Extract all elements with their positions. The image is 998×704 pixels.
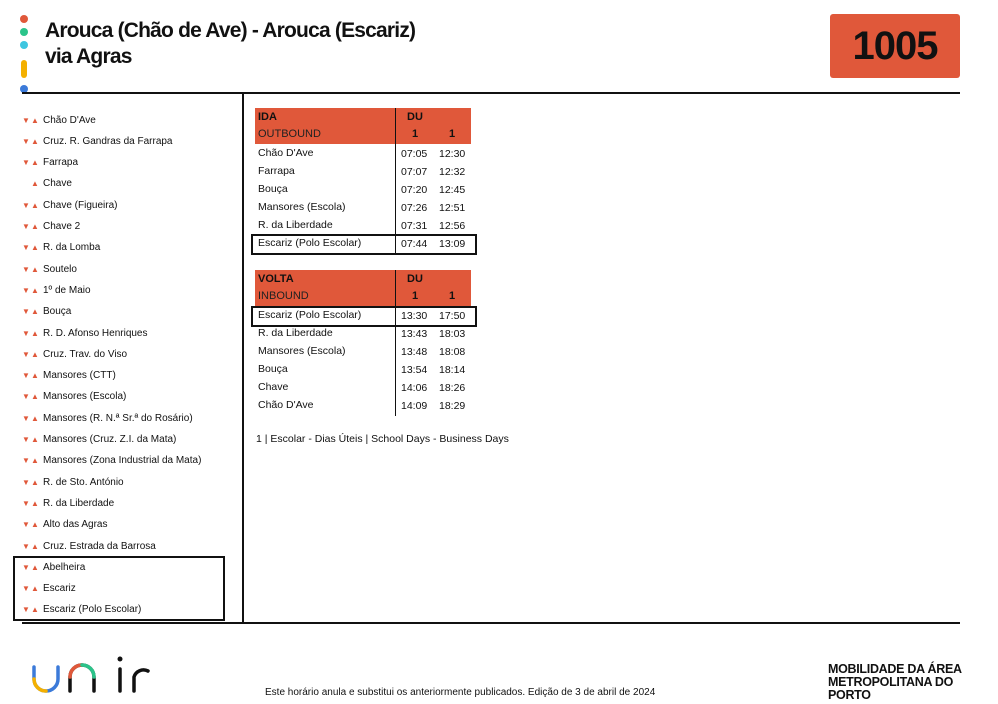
stop-item bbox=[22, 131, 173, 151]
down-arrow-icon: ▼ bbox=[22, 371, 30, 381]
top-divider bbox=[22, 92, 960, 94]
green-dot-icon bbox=[20, 28, 28, 36]
stop-name: R. da Lomba bbox=[43, 242, 101, 254]
stop-item bbox=[22, 323, 148, 343]
stop-name: Mansores (Escola) bbox=[43, 391, 127, 403]
down-arrow-icon: ▼ bbox=[22, 115, 30, 125]
header-separator bbox=[395, 270, 396, 306]
inbound-col1: 1 bbox=[412, 290, 419, 302]
stop-name: Chave bbox=[43, 178, 72, 190]
stop-name: Escariz (Polo Escolar) bbox=[43, 604, 142, 616]
time-cell: 18:03 bbox=[439, 328, 466, 340]
stop-name: Chave (Figueira) bbox=[43, 199, 118, 211]
outbound-header bbox=[255, 108, 471, 144]
time-cell: 07:26 bbox=[401, 202, 428, 214]
down-arrow-icon: ▼ bbox=[22, 222, 30, 231]
stop-item bbox=[22, 408, 193, 428]
orange-dot-icon bbox=[20, 15, 28, 23]
stop-name: Bouça bbox=[43, 306, 72, 318]
down-arrow-icon: ▼ bbox=[22, 328, 30, 338]
inbound-col2: 1 bbox=[449, 290, 456, 302]
stop-item bbox=[22, 238, 100, 258]
up-arrow-icon: ▲ bbox=[31, 584, 39, 594]
outbound-sublabel: OUTBOUND bbox=[258, 128, 321, 140]
up-arrow-icon: ▲ bbox=[31, 477, 39, 487]
up-arrow-icon: ▲ bbox=[31, 456, 39, 466]
column-divider bbox=[242, 93, 244, 624]
stop-cell: Bouça bbox=[258, 363, 288, 375]
time-cell: 07:05 bbox=[401, 148, 428, 160]
stop-cell: Escariz (Polo Escolar) bbox=[258, 237, 362, 249]
down-arrow-icon: ▼ bbox=[22, 158, 30, 168]
time-cell: 18:29 bbox=[439, 400, 466, 412]
time-cell: 18:14 bbox=[439, 364, 466, 376]
time-cell: 07:44 bbox=[401, 238, 428, 250]
down-arrow-icon: ▼ bbox=[22, 477, 30, 487]
down-arrow-icon: ▼ bbox=[22, 584, 30, 594]
highlight-box-outbound-destination bbox=[251, 234, 477, 255]
up-arrow-icon: ▲ bbox=[31, 136, 39, 146]
time-cell: 12:51 bbox=[439, 202, 466, 214]
stop-item bbox=[22, 387, 126, 407]
up-arrow-icon: ▲ bbox=[31, 222, 39, 231]
down-arrow-icon: ▼ bbox=[22, 200, 30, 210]
stop-cell: Chão D'Ave bbox=[258, 399, 314, 411]
time-cell: 13:43 bbox=[401, 328, 428, 340]
table-row bbox=[255, 325, 471, 343]
time-cell: 18:08 bbox=[439, 346, 466, 358]
time-cell: 13:30 bbox=[401, 310, 428, 322]
stop-name: R. de Sto. António bbox=[43, 476, 124, 488]
stop-name: Escariz bbox=[43, 583, 76, 595]
stop-name: Alto das Agras bbox=[43, 519, 108, 531]
stop-cell: Chave bbox=[258, 381, 289, 393]
up-arrow-icon: ▲ bbox=[31, 285, 39, 295]
stop-item bbox=[22, 430, 176, 450]
unir-logo bbox=[30, 647, 155, 700]
up-arrow-icon: ▲ bbox=[31, 392, 39, 402]
time-cell: 18:26 bbox=[439, 382, 466, 394]
stop-item bbox=[22, 110, 96, 130]
up-arrow-icon: ▲ bbox=[31, 498, 39, 508]
stop-item bbox=[22, 536, 156, 556]
stop-cell: R. da Liberdade bbox=[258, 219, 333, 231]
time-cell: 13:54 bbox=[401, 364, 428, 376]
up-arrow-icon: ▲ bbox=[31, 328, 39, 338]
down-arrow-icon: ▼ bbox=[22, 349, 30, 359]
route-number-badge: 1005 bbox=[830, 14, 960, 78]
stop-name: Cruz. R. Gandras da Farrapa bbox=[43, 135, 173, 147]
stop-name: Soutelo bbox=[43, 263, 77, 275]
up-arrow-icon: ▲ bbox=[31, 179, 39, 189]
stop-item bbox=[22, 472, 124, 492]
stop-cell: Chão D'Ave bbox=[258, 147, 314, 159]
down-arrow-icon: ▼ bbox=[22, 541, 30, 551]
header-separator bbox=[395, 108, 396, 144]
title-line-2: via Agras bbox=[45, 45, 132, 68]
down-arrow-icon: ▼ bbox=[22, 498, 30, 508]
stop-name: R. D. Afonso Henriques bbox=[43, 327, 148, 339]
up-arrow-icon: ▲ bbox=[31, 264, 39, 274]
up-arrow-icon: ▲ bbox=[31, 413, 39, 423]
cyan-dot-icon bbox=[20, 41, 28, 49]
time-cell: 13:48 bbox=[401, 346, 428, 358]
down-arrow-icon: ▼ bbox=[22, 285, 30, 295]
time-cell: 07:20 bbox=[401, 184, 428, 196]
stop-item bbox=[22, 174, 72, 194]
edition-notice: Este horário anula e substitui os anteriormente publicados. Edição de 3 de abril de 2024 bbox=[265, 687, 656, 698]
stop-cell: Mansores (Escola) bbox=[258, 345, 346, 357]
down-arrow-icon: ▼ bbox=[22, 136, 30, 146]
outbound-day-type: DU bbox=[407, 111, 423, 123]
outbound-col1: 1 bbox=[412, 128, 419, 140]
table-row bbox=[255, 145, 471, 163]
stop-item bbox=[22, 302, 71, 322]
stop-name: R. da Liberdade bbox=[43, 497, 115, 509]
time-cell: 12:32 bbox=[439, 166, 466, 178]
stop-name: Farrapa bbox=[43, 157, 79, 169]
stop-name: Mansores (CTT) bbox=[43, 370, 116, 382]
stop-name: Chave 2 bbox=[43, 221, 81, 232]
stop-name: Abelheira bbox=[43, 561, 86, 573]
down-arrow-icon: ▼ bbox=[22, 562, 30, 572]
table-row bbox=[255, 217, 471, 235]
title-line-1: Arouca (Chão de Ave) - Arouca (Escariz) bbox=[45, 19, 416, 42]
stop-name: Cruz. Estrada da Barrosa bbox=[43, 540, 156, 552]
stop-item bbox=[22, 259, 77, 279]
down-arrow-icon: ▼ bbox=[22, 435, 30, 444]
authority-line-2: METROPOLITANA DO PORTO bbox=[828, 675, 954, 702]
stop-item bbox=[22, 217, 80, 237]
stop-name: Mansores (Zona Industrial da Mata) bbox=[43, 455, 202, 467]
down-arrow-icon: ▼ bbox=[22, 413, 30, 423]
authority-line-1: MOBILIDADE DA ÁREA bbox=[828, 662, 962, 676]
stop-cell: R. da Liberdade bbox=[258, 327, 333, 339]
highlight-box-inbound-origin bbox=[251, 306, 477, 327]
outbound-col2: 1 bbox=[449, 128, 456, 140]
down-arrow-icon: ▼ bbox=[22, 307, 30, 317]
inbound-sublabel: INBOUND bbox=[258, 290, 309, 302]
table-row bbox=[255, 181, 471, 199]
up-arrow-icon: ▲ bbox=[31, 520, 39, 530]
time-cell: 07:31 bbox=[401, 220, 428, 232]
table-row bbox=[255, 199, 471, 217]
stop-item bbox=[22, 451, 201, 471]
down-arrow-icon: ▼ bbox=[22, 456, 30, 466]
time-cell: 12:45 bbox=[439, 184, 466, 196]
stop-item bbox=[22, 195, 117, 215]
down-arrow-icon: ▼ bbox=[22, 605, 30, 615]
authority-logo bbox=[828, 663, 998, 702]
bottom-divider bbox=[22, 622, 960, 624]
stop-name: Cruz. Trav. do Viso bbox=[43, 348, 128, 360]
time-cell: 14:09 bbox=[401, 400, 428, 412]
stop-cell: Escariz (Polo Escolar) bbox=[258, 309, 362, 321]
stop-item bbox=[22, 344, 127, 364]
table-row bbox=[255, 343, 471, 361]
table-row bbox=[255, 361, 471, 379]
time-cell: 12:56 bbox=[439, 220, 466, 232]
time-cell: 12:30 bbox=[439, 148, 466, 160]
outbound-label: IDA bbox=[258, 111, 277, 123]
up-arrow-icon: ▲ bbox=[31, 435, 39, 444]
time-cell: 14:06 bbox=[401, 382, 428, 394]
table-row bbox=[255, 397, 471, 415]
up-arrow-icon: ▲ bbox=[31, 371, 39, 381]
highlight-box-destination-stops bbox=[13, 556, 225, 621]
inbound-label: VOLTA bbox=[258, 273, 294, 285]
yellow-bar-icon bbox=[21, 60, 27, 78]
up-arrow-icon: ▲ bbox=[31, 349, 39, 359]
time-cell: 13:09 bbox=[439, 238, 466, 250]
stop-name: Chão D'Ave bbox=[43, 114, 96, 126]
up-arrow-icon: ▲ bbox=[31, 562, 39, 572]
footnote: 1 | Escolar - Dias Úteis | School Days - Business Days bbox=[256, 433, 509, 445]
page-title bbox=[45, 18, 415, 70]
up-arrow-icon: ▲ bbox=[31, 158, 39, 168]
stop-item bbox=[22, 153, 78, 173]
up-arrow-icon: ▲ bbox=[31, 307, 39, 317]
stop-item bbox=[22, 280, 91, 300]
down-arrow-icon: ▼ bbox=[22, 264, 30, 274]
stop-name: Mansores (R. N.ª Sr.ª do Rosário) bbox=[43, 412, 193, 424]
up-arrow-icon: ▲ bbox=[31, 605, 39, 615]
stop-name: Mansores (Cruz. Z.I. da Mata) bbox=[43, 434, 177, 445]
time-cell: 07:07 bbox=[401, 166, 428, 178]
up-arrow-icon: ▲ bbox=[31, 243, 39, 253]
up-arrow-icon: ▲ bbox=[31, 200, 39, 210]
inbound-header bbox=[255, 270, 471, 306]
stop-cell: Farrapa bbox=[258, 165, 295, 177]
stop-item bbox=[22, 515, 107, 535]
unir-logo-icon bbox=[30, 647, 155, 695]
stop-item bbox=[22, 493, 114, 513]
stop-cell: Mansores (Escola) bbox=[258, 201, 346, 213]
down-arrow-icon: ▼ bbox=[22, 392, 30, 402]
down-arrow-icon: ▼ bbox=[22, 520, 30, 530]
table-row bbox=[255, 379, 471, 397]
stop-item bbox=[22, 366, 116, 386]
stop-name: 1º de Maio bbox=[43, 284, 91, 296]
table-row bbox=[255, 163, 471, 181]
time-cell: 17:50 bbox=[439, 310, 466, 322]
stop-cell: Bouça bbox=[258, 183, 288, 195]
inbound-day-type: DU bbox=[407, 273, 423, 285]
up-arrow-icon: ▲ bbox=[31, 115, 39, 125]
up-arrow-icon: ▲ bbox=[31, 541, 39, 551]
down-arrow-icon: ▼ bbox=[22, 243, 30, 253]
